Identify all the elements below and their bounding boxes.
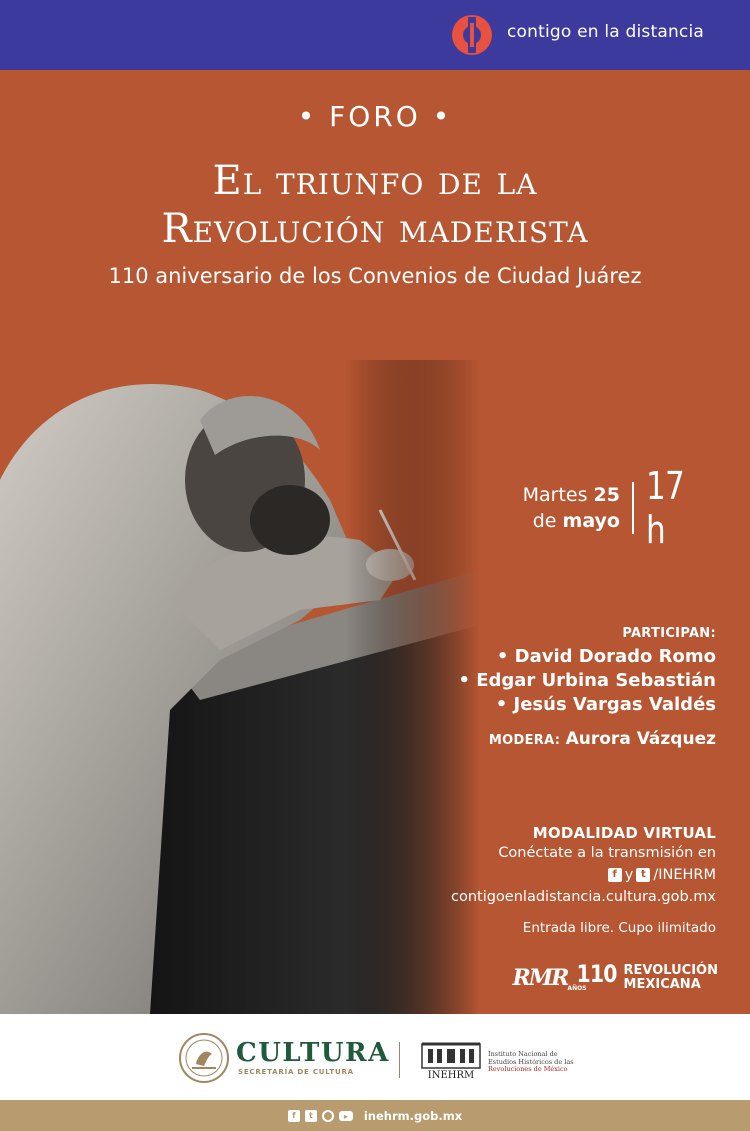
participant-item: • Jesús Vargas Valdés <box>495 694 716 715</box>
social-connector: y <box>624 867 634 883</box>
inehrm-building-icon <box>420 1040 482 1080</box>
historical-photo <box>0 360 480 1014</box>
event-title-line2: Revolución maderista <box>161 206 589 252</box>
footer <box>0 1014 750 1100</box>
contigo-logo-icon <box>446 13 498 57</box>
inehrm-line2: Estudios Históricos de las <box>488 1057 574 1066</box>
participant-item: • Edgar Urbina Sebastián <box>458 670 716 691</box>
participant-item: • David Dorado Romo <box>496 646 716 667</box>
brand-text: contigo en la distancia <box>507 22 705 42</box>
facebook-icon[interactable]: f <box>288 1110 300 1122</box>
participants-block <box>458 626 716 749</box>
moderator-label: MODERA: <box>488 733 561 748</box>
top-bar <box>0 0 750 70</box>
event-time: 17 h <box>646 464 685 552</box>
inehrm-line1: Instituto Nacional de <box>488 1050 558 1058</box>
bottom-url[interactable]: inehrm.gob.mx <box>363 1108 463 1123</box>
rmr-line2: MEXICANA <box>623 976 701 992</box>
rmr-mark-wrap <box>512 964 568 991</box>
entry-note: Entrada libre. Cupo ilimitado <box>522 920 716 936</box>
moderator-name: Aurora Vázquez <box>565 729 716 749</box>
twitter-icon[interactable]: t <box>636 868 650 882</box>
rmr-number: 110 <box>576 960 617 988</box>
main-panel <box>0 70 750 1014</box>
footer-divider <box>399 1042 400 1078</box>
bottom-bar <box>0 1100 750 1131</box>
instagram-icon[interactable] <box>322 1110 334 1122</box>
revolution-110-logo <box>512 960 719 992</box>
connect-text: Conéctate a la transmisión en <box>498 845 716 861</box>
virtual-heading: MODALIDAD VIRTUAL <box>532 824 716 842</box>
virtual-info <box>451 824 716 936</box>
twitter-icon[interactable]: t <box>305 1110 317 1122</box>
rmr-years: AÑOS <box>567 985 587 992</box>
inehrm-label: INEHRM <box>427 1070 475 1080</box>
rmr-mark: RMR <box>512 964 568 991</box>
event-date <box>522 464 716 552</box>
social-line <box>451 864 716 886</box>
secretaria-text: SECRETARÍA DE CULTURA <box>238 1068 354 1076</box>
youtube-icon[interactable]: ▸ <box>339 1111 353 1121</box>
rmr-line1: REVOLUCIÓN <box>623 962 718 978</box>
inehrm-line3: Revoluciones de México <box>488 1065 568 1073</box>
event-subtitle: 110 aniversario de los Convenios de Ciudad Juárez <box>108 264 642 288</box>
date-text <box>523 482 620 534</box>
cultura-wordmark: CULTURA <box>236 1038 390 1068</box>
date-month: mayo <box>562 510 620 532</box>
date-weekday: Martes <box>522 484 588 506</box>
rmr-number-wrap <box>567 960 620 992</box>
date-day: 25 <box>593 484 620 506</box>
inehrm-text <box>488 1051 574 1074</box>
rmr-text <box>624 964 718 992</box>
facebook-icon[interactable]: f <box>608 868 622 882</box>
event-kicker: • FORO • <box>297 100 453 133</box>
participants-heading: PARTICIPAN: <box>622 626 716 641</box>
event-title-line1: El triunfo de la <box>212 158 538 204</box>
virtual-url[interactable]: contigoenladistancia.cultura.gob.mx <box>450 889 716 905</box>
date-prep: de <box>532 510 557 532</box>
national-seal-icon <box>178 1032 230 1084</box>
date-divider <box>632 482 634 534</box>
participants-list <box>458 645 716 717</box>
moderator-line <box>458 729 716 749</box>
social-handle[interactable]: /INEHRM <box>653 867 716 883</box>
